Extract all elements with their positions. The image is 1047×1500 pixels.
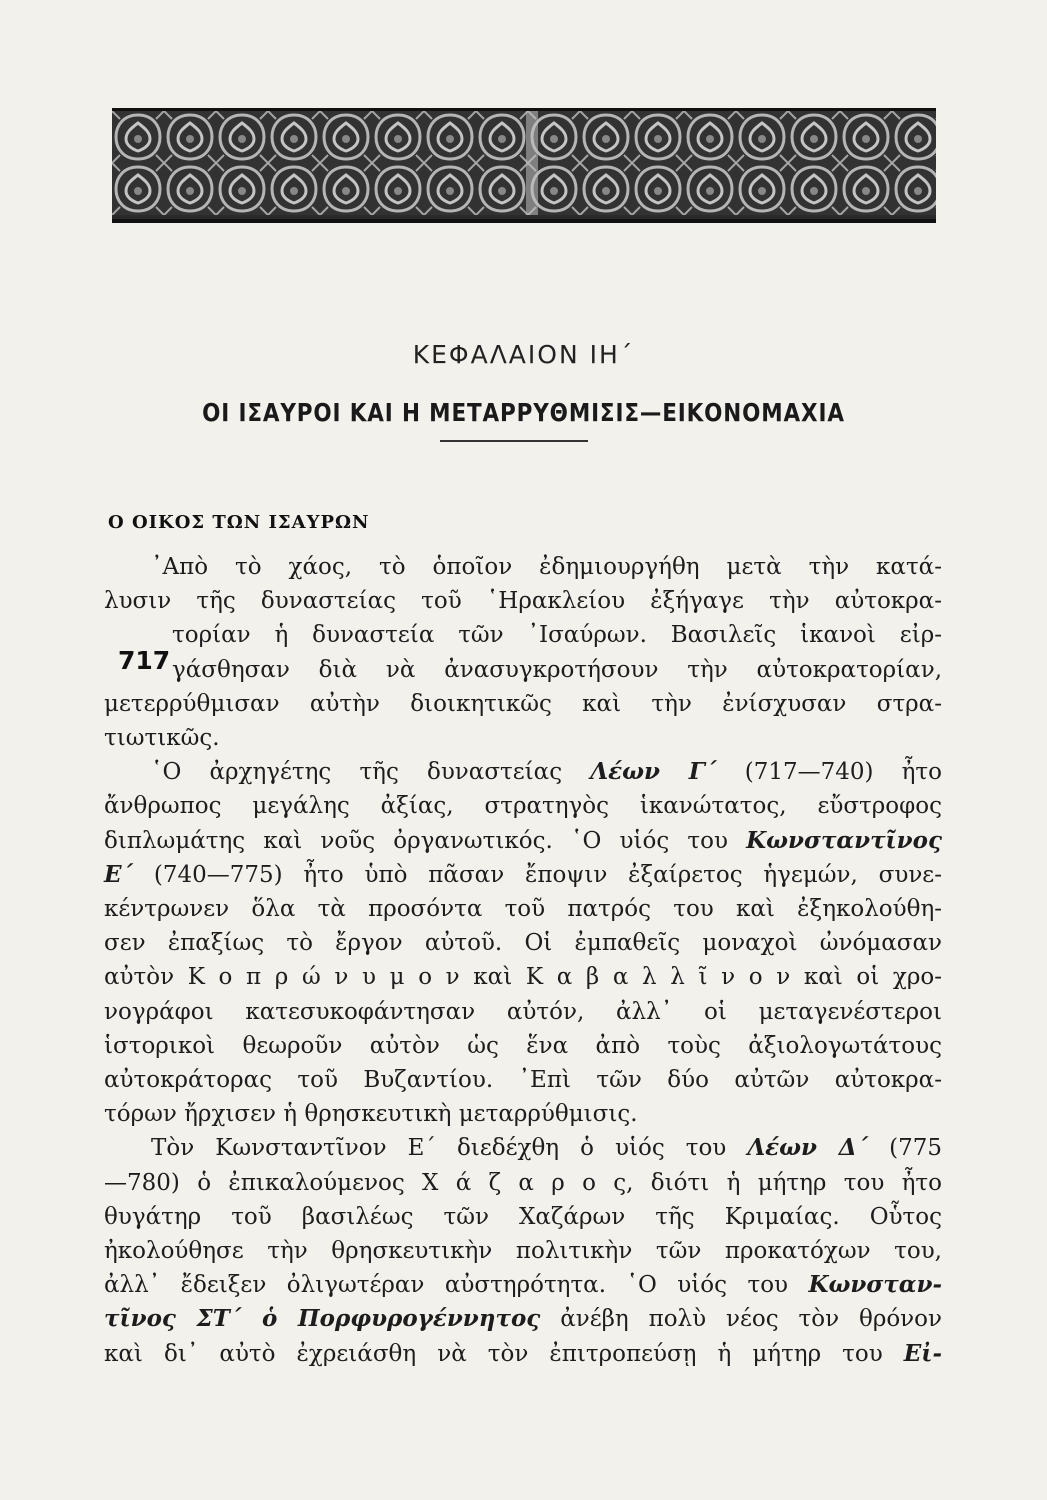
text-line: αὐτοκράτορας τοῦ Βυζαντίου. ᾽Επὶ τῶν δύο αὐτῶν αὐτοκρα- — [104, 1067, 942, 1094]
emphasis-name: Ε΄ — [104, 860, 134, 888]
emphasis-name: Λέων Γ΄ — [590, 758, 717, 786]
text-line: κέντρωνεν ὅλα τὰ προσόντα τοῦ πατρός του καὶ ἐξηκολούθη- — [104, 896, 942, 923]
text-line: διπλωμάτης καὶ νοῦς ὀργανωτικός. ῾Ο υἱός του Κωνσταντῖνος — [104, 826, 942, 854]
text-line: τόρων ἤρχισεν ἡ θρησκευτικὴ μεταρρύθμισις. — [104, 1101, 638, 1128]
text-line: ἄνθρωπος μεγάλης ἀξίας, στρατηγὸς ἱκανώτατος, εὔστροφος — [104, 793, 942, 820]
text-line: γάσθησαν διὰ νὰ ἀνασυγκροτήσουν τὴν αὐτοκρατορίαν, — [172, 656, 942, 683]
text-line: ἀλλ᾽ ἔδειξεν ὀλιγωτέραν αὐστηρότητα. ῾Ο υἱός του Κωνσταν- — [104, 1271, 942, 1299]
text-line: σεν ἐπαξίως τὸ ἔργον αὐτοῦ. Οἱ ἐμπαθεῖς μοναχοὶ ὠνόμασαν — [104, 930, 942, 957]
text-line: τιωτικῶς. — [104, 725, 220, 752]
text-line: θυγάτηρ τοῦ βασιλέως τῶν Χαζάρων τῆς Κριμαίας. Οὗτος — [104, 1203, 942, 1230]
text-line: νογράφοι κατεσυκοφάντησαν αὐτόν, ἀλλ᾽ οἱ μεταγενέστεροι — [104, 998, 942, 1025]
text-line: —780) ὁ ἐπικαλούμενος Χ ά ζ α ρ ο ς, διότι ἡ μήτηρ του ἦτο — [104, 1169, 942, 1196]
emphasis-name: Κωνσταν- — [808, 1271, 942, 1299]
title-divider — [440, 440, 588, 442]
margin-year-note: 717 — [118, 646, 171, 675]
text-line: Ε΄ (740—775) ἦτο ὑπὸ πᾶσαν ἔποψιν ἐξαίρετος ἡγεμών, συνε- — [104, 860, 942, 888]
emphasis-name: Εἰ- — [903, 1339, 942, 1367]
chapter-title: ΟΙ ΙΣΑΥΡΟΙ ΚΑΙ Η ΜΕΤΑΡΡΥΘΜΙΣΙΣ—ΕΙΚΟΝΟΜΑΧΙΑ — [202, 398, 845, 427]
text-line: καὶ δι᾽ αὐτὸ ἐχρειάσθη νὰ τὸν ἐπιτροπεύσῃ ἡ μήτηρ του Εἰ- — [104, 1339, 942, 1367]
text-line: ἱστορικοὶ θεωροῦν αὐτὸν ὡς ἕνα ἀπὸ τοὺς ἀξιολογωτάτους — [104, 1032, 942, 1059]
text-line: ῾Ο ἀρχηγέτης τῆς δυναστείας Λέων Γ΄ (717—740) ἦτο — [151, 758, 942, 786]
emphasis-name: Λέων Δ΄ — [747, 1134, 869, 1162]
chapter-label: ΚΕΦΑΛΑΙΟΝ ΙΗ΄ — [412, 340, 635, 369]
text-line: ἠκολούθησε τὴν θρησκευτικὴν πολιτικὴν τῶν προκατόχων του, — [104, 1238, 942, 1265]
text-line: μετερρύθμισαν αὐτὴν διοικητικῶς καὶ τὴν ἐνίσχυσαν στρα- — [104, 690, 942, 717]
text-line: τῖνος ΣΤ΄ ὁ Πορφυρογέννητος ἀνέβη πολὺ νέος τὸν θρόνον — [104, 1305, 942, 1333]
emphasis-name: Κωνσταντῖνος — [746, 826, 942, 854]
text-line: αὐτὸν Κ ο π ρ ώ ν υ μ ο ν καὶ Κ α β α λ λ ῖ ν ο ν καὶ οἱ χρο- — [104, 964, 942, 991]
text-line: τορίαν ἡ δυναστεία τῶν ᾽Ισαύρων. Βασιλεῖς ἱκανοὶ εἰρ- — [172, 622, 942, 649]
ornament-band-image — [112, 108, 936, 223]
section-heading: Ο ΟΙΚΟΣ ΤΩΝ ΙΣΑΥΡΩΝ — [108, 512, 370, 533]
body-text — [104, 550, 942, 1371]
text-line: ᾽Απὸ τὸ χάος, τὸ ὁποῖον ἐδημιουργήθη μετὰ τὴν κατά- — [151, 554, 942, 580]
text-line: Τὸν Κωνσταντῖνον Ε΄ διεδέχθη ὁ υἱός του Λέων Δ΄ (775 — [151, 1134, 942, 1162]
text-line: λυσιν τῆς δυναστείας τοῦ ῾Ηρακλείου ἐξήγαγε τὴν αὐτοκρα- — [104, 588, 942, 615]
emphasis-name: τῖνος ΣΤ΄ ὁ Πορφυρογέννητος — [104, 1305, 541, 1333]
